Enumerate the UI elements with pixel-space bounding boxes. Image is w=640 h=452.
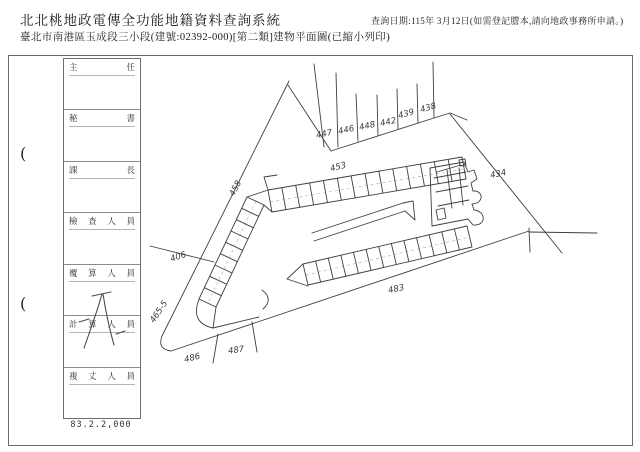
parcel-label-406: 406 (169, 250, 188, 265)
parcel-label-447: 447 (315, 127, 334, 142)
parcel-labels (148, 101, 507, 365)
parcel-label-465-5: 465-5 (148, 298, 171, 325)
parcel-label-458: 458 (227, 179, 245, 199)
stamp-label: 主 任 (69, 61, 135, 76)
parcel-label-487: 487 (227, 344, 245, 357)
parcel-label-438: 438 (419, 101, 438, 116)
stamp-label: 複 丈 人 員 (69, 370, 135, 385)
form-print-note: 83.2.2,000 (70, 420, 132, 430)
page-title: 北北桃地政電傳全功能地籍資料查詢系統 (20, 13, 281, 28)
stamp-label: 課 長 (69, 164, 135, 179)
document-subtitle: 臺北市南港區玉成段三小段(建號:02392-000)[第二類]建物平面圖(已縮小列印) (20, 32, 391, 43)
parcel-label-486: 486 (183, 351, 202, 366)
parcel-label-446: 446 (337, 123, 356, 138)
parcel-label-483: 483 (387, 282, 406, 297)
stamp-label: 計 算 人 員 (69, 318, 135, 333)
parcel-label-439: 439 (397, 107, 416, 122)
parcel-label-442: 442 (379, 115, 398, 130)
stamp-label: 覆 算 人 員 (69, 267, 135, 282)
stamp-label: 檢 查 人 員 (69, 215, 135, 230)
parcel-label-448: 448 (358, 119, 377, 134)
stamp-label: 秘 書 (69, 112, 135, 127)
parcel-label-434: 434 (489, 167, 508, 182)
query-date-note: 查詢日期:115年 3月12日(如需登記謄本,請向地政事務所申請。) (371, 16, 624, 26)
parcel-label-453: 453 (329, 160, 348, 175)
binding-mark-top: ( (20, 144, 27, 163)
handwritten-signature (79, 292, 125, 348)
binding-mark-bottom: ( (20, 294, 27, 313)
